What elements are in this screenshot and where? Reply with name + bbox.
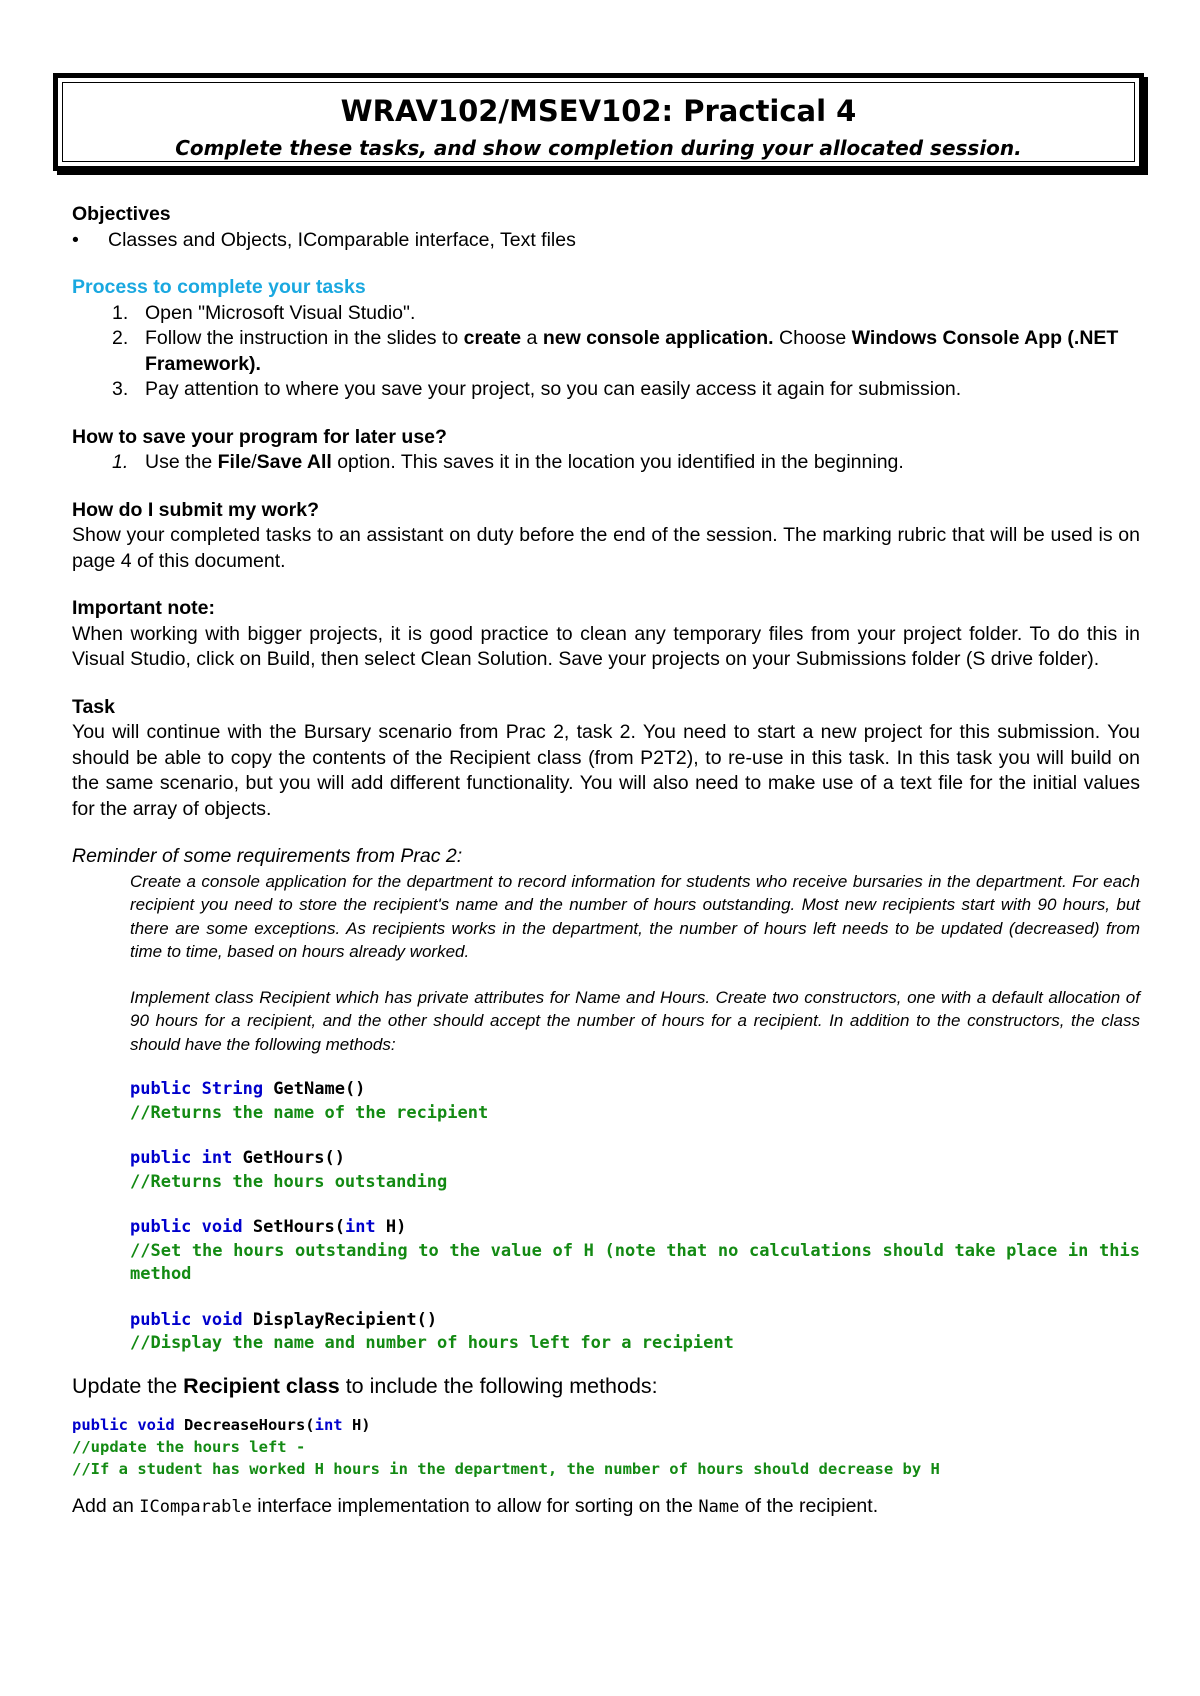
list-item: 1. Open "Microsoft Visual Studio". (112, 301, 416, 324)
code-method: public String GetName() //Returns the name of the recipient (130, 1079, 489, 1123)
reminder-paragraph: Create a console application for the department to record information for students who receive bursaries in the department. For each recipient you need to store the recipient's name and the number of hours outstanding. Most new recipients start with 90 hours, but there are some exceptions. As recipients works in the department, the number of hours left needs to be updated (decreased) from time to time, based on hours already worked. (130, 871, 1140, 961)
note-text: When working with bigger projects, it is good practice to clean any temporary files from your project folder. To do this in Visual Studio, click on Build, then select Clean Solution. Save your projects on your Submissions folder (S drive folder). (72, 622, 1140, 670)
update-instruction: Update the Recipient class to include the following methods: (72, 1373, 658, 1398)
reminder-paragraph: Implement class Recipient which has private attributes for Name and Hours. Create two constructors, one with a default allocation of 90 hours for a recipient, and the other should accept the number of hours for a recipient. In addition to the constructors, the class should have the following methods: (130, 987, 1140, 1054)
page-subtitle: Complete these tasks, and show completion during your allocated session. (175, 136, 1022, 160)
bullet-icon: • (72, 228, 79, 251)
list-item: 1. Use the File/Save All option. This saves it in the location you identified in the beginning. (112, 451, 904, 473)
list-item: • Classes and Objects, IComparable interface, Text files (72, 228, 1140, 254)
code-method: public void SetHours(int H) //Set the hours outstanding to the value of H (note that no calculations should take place in this method (130, 1217, 1151, 1284)
submit-heading: How do I submit my work? (72, 498, 320, 521)
code-method: public void DisplayRecipient() //Display the name and number of hours left for a recipient (130, 1309, 734, 1353)
reminder-block (130, 870, 1151, 1356)
task-heading: Task (72, 695, 115, 718)
code-method: public int GetHours() //Returns the hours outstanding (130, 1148, 448, 1192)
task-text: You will continue with the Bursary scenario from Prac 2, task 2. You need to start a new project for this submission. You should be able to copy the contents of the Recipient class (from P2T2), to re-use in this task. In this task you will build on the same scenario, but you will add different functionality. You will also need to make use of a text file for the initial values for the array of objects. (72, 721, 1140, 820)
list-item: 2. Follow the instruction in the slides to create a new console application. Choose Windows Console App (.NET Framework). (112, 327, 1119, 375)
submit-text: Show your completed tasks to an assistant on duty before the end of the session. The marking rubric that will be used is on page 4 of this document. (72, 524, 1140, 572)
code-decrease-hours: public void DecreaseHours(int H) //update the hours left - //If a student has worked H hours in the department, the number of hours should decrease by H (72, 1415, 940, 1478)
save-heading: How to save your program for later use? (72, 425, 447, 448)
reminder-heading: Reminder of some requirements from Prac 2: (72, 845, 463, 867)
page-title: WRAV102/MSEV102: Practical 4 (340, 94, 857, 128)
process-heading: Process to complete your tasks (72, 276, 366, 298)
final-instruction: Add an IComparable interface implementation to allow for sorting on the Name of the recipient. (72, 1494, 879, 1517)
objectives-list (72, 228, 1140, 254)
objectives-heading: Objectives (72, 203, 171, 225)
note-heading: Important note: (72, 597, 215, 619)
document-body (72, 202, 1151, 1520)
list-item: 3. Pay attention to where you save your project, so you can easily access it again for submission. (112, 378, 962, 400)
process-steps (72, 301, 1140, 403)
title-box (53, 73, 1144, 171)
